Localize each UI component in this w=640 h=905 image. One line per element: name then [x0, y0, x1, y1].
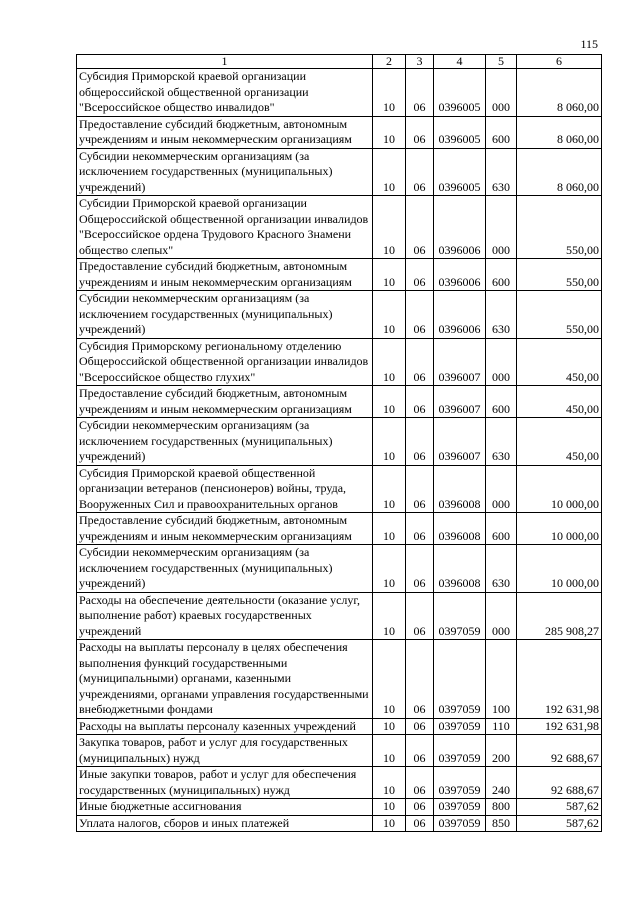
row-amount: 550,00 — [517, 259, 602, 291]
row-section: 10 — [373, 718, 406, 735]
row-name: Закупка товаров, работ и услуг для государственных (муниципальных) нужд — [77, 735, 373, 767]
row-amount: 450,00 — [517, 386, 602, 418]
row-subsection: 06 — [406, 418, 434, 466]
row-name: Расходы на выплаты персоналу в целях обеспечения выполнения функций государственными (муниципальными) органами, казенными учреждениями, органами управления государственными внебюджетными фондами — [77, 640, 373, 719]
column-header-target: 4 — [434, 55, 486, 69]
row-subsection: 06 — [406, 767, 434, 799]
row-section: 10 — [373, 545, 406, 593]
row-name: Субсидии некоммерческим организациям (за исключением государственных (муниципальных) учреждений) — [77, 545, 373, 593]
table-row — [77, 386, 602, 418]
row-target-code: 0396007 — [434, 386, 486, 418]
row-name: Субсидия Приморской краевой общественной организации ветеранов (пенсионеров) войны, труда, Вооруженных Сил и правоохранительных органов — [77, 465, 373, 513]
table-row — [77, 799, 602, 816]
row-expense-type: 200 — [486, 735, 517, 767]
row-name: Субсидии некоммерческим организациям (за исключением государственных (муниципальных) учреждений) — [77, 418, 373, 466]
row-expense-type: 630 — [486, 148, 517, 196]
row-name: Уплата налогов, сборов и иных платежей — [77, 815, 373, 832]
row-amount: 550,00 — [517, 291, 602, 339]
row-target-code: 0396006 — [434, 291, 486, 339]
table-row — [77, 338, 602, 386]
row-name: Субсидии Приморской краевой организации Общероссийской общественной организации инвалидов "Всероссийское ордена Трудового Красного Знамени общество слепых" — [77, 196, 373, 259]
row-target-code: 0396007 — [434, 338, 486, 386]
table-row — [77, 69, 602, 117]
row-amount: 10 000,00 — [517, 545, 602, 593]
row-amount: 550,00 — [517, 196, 602, 259]
row-amount: 8 060,00 — [517, 116, 602, 148]
row-target-code: 0396008 — [434, 545, 486, 593]
row-expense-type: 800 — [486, 799, 517, 816]
row-section: 10 — [373, 291, 406, 339]
row-name: Субсидии некоммерческим организациям (за исключением государственных (муниципальных) учреждений) — [77, 148, 373, 196]
row-expense-type: 600 — [486, 116, 517, 148]
row-target-code: 0396006 — [434, 196, 486, 259]
row-section: 10 — [373, 735, 406, 767]
row-expense-type: 600 — [486, 259, 517, 291]
table-row — [77, 545, 602, 593]
row-section: 10 — [373, 148, 406, 196]
row-subsection: 06 — [406, 196, 434, 259]
row-name: Предоставление субсидий бюджетным, автономным учреждениям и иным некоммерческим организациям — [77, 116, 373, 148]
row-amount: 92 688,67 — [517, 735, 602, 767]
row-target-code: 0396008 — [434, 513, 486, 545]
row-name: Субсидия Приморскому региональному отделению Общероссийской общественной организации инвалидов "Всероссийское общество глухих" — [77, 338, 373, 386]
column-header-type: 5 — [486, 55, 517, 69]
row-name: Субсидии некоммерческим организациям (за исключением государственных (муниципальных) учреждений) — [77, 291, 373, 339]
column-header-section: 2 — [373, 55, 406, 69]
row-target-code: 0397059 — [434, 718, 486, 735]
table-row — [77, 815, 602, 832]
row-target-code: 0397059 — [434, 592, 486, 640]
row-amount: 92 688,67 — [517, 767, 602, 799]
row-subsection: 06 — [406, 69, 434, 117]
table-row — [77, 291, 602, 339]
row-expense-type: 850 — [486, 815, 517, 832]
table-row — [77, 148, 602, 196]
table-row — [77, 418, 602, 466]
row-amount: 8 060,00 — [517, 69, 602, 117]
page-number: 115 — [580, 37, 598, 51]
row-name: Расходы на выплаты персоналу казенных учреждений — [77, 718, 373, 735]
row-target-code: 0396005 — [434, 69, 486, 117]
row-subsection: 06 — [406, 592, 434, 640]
row-subsection: 06 — [406, 815, 434, 832]
table-row — [77, 735, 602, 767]
row-section: 10 — [373, 513, 406, 545]
row-expense-type: 110 — [486, 718, 517, 735]
row-name: Предоставление субсидий бюджетным, автономным учреждениям и иным некоммерческим организациям — [77, 513, 373, 545]
table-row — [77, 196, 602, 259]
row-section: 10 — [373, 815, 406, 832]
row-name: Иные бюджетные ассигнования — [77, 799, 373, 816]
row-amount: 450,00 — [517, 338, 602, 386]
row-section: 10 — [373, 767, 406, 799]
row-subsection: 06 — [406, 735, 434, 767]
row-expense-type: 000 — [486, 465, 517, 513]
row-section: 10 — [373, 640, 406, 719]
row-expense-type: 240 — [486, 767, 517, 799]
row-amount: 192 631,98 — [517, 640, 602, 719]
row-section: 10 — [373, 69, 406, 117]
table-header-row — [77, 55, 602, 69]
row-name: Предоставление субсидий бюджетным, автономным учреждениям и иным некоммерческим организациям — [77, 386, 373, 418]
column-header-subsection: 3 — [406, 55, 434, 69]
row-subsection: 06 — [406, 116, 434, 148]
row-section: 10 — [373, 338, 406, 386]
row-subsection: 06 — [406, 259, 434, 291]
row-subsection: 06 — [406, 148, 434, 196]
row-amount: 285 908,27 — [517, 592, 602, 640]
row-expense-type: 000 — [486, 196, 517, 259]
row-expense-type: 630 — [486, 291, 517, 339]
row-amount: 10 000,00 — [517, 465, 602, 513]
row-subsection: 06 — [406, 338, 434, 386]
row-target-code: 0397059 — [434, 640, 486, 719]
row-name: Иные закупки товаров, работ и услуг для обеспечения государственных (муниципальных) нужд — [77, 767, 373, 799]
row-section: 10 — [373, 259, 406, 291]
row-amount: 450,00 — [517, 418, 602, 466]
row-target-code: 0396008 — [434, 465, 486, 513]
column-header-amount: 6 — [517, 55, 602, 69]
row-target-code: 0396006 — [434, 259, 486, 291]
row-expense-type: 630 — [486, 418, 517, 466]
row-expense-type: 630 — [486, 545, 517, 593]
row-section: 10 — [373, 465, 406, 513]
row-name: Расходы на обеспечение деятельности (оказание услуг, выполнение работ) краевых государственных учреждений — [77, 592, 373, 640]
row-target-code: 0396005 — [434, 148, 486, 196]
row-subsection: 06 — [406, 718, 434, 735]
row-subsection: 06 — [406, 386, 434, 418]
row-section: 10 — [373, 386, 406, 418]
row-expense-type: 000 — [486, 592, 517, 640]
table-row — [77, 513, 602, 545]
row-amount: 10 000,00 — [517, 513, 602, 545]
row-section: 10 — [373, 196, 406, 259]
row-target-code: 0397059 — [434, 735, 486, 767]
row-section: 10 — [373, 116, 406, 148]
row-expense-type: 600 — [486, 386, 517, 418]
row-subsection: 06 — [406, 465, 434, 513]
row-target-code: 0397059 — [434, 815, 486, 832]
row-expense-type: 000 — [486, 338, 517, 386]
row-subsection: 06 — [406, 640, 434, 719]
row-subsection: 06 — [406, 513, 434, 545]
row-target-code: 0396007 — [434, 418, 486, 466]
table-row — [77, 116, 602, 148]
row-expense-type: 600 — [486, 513, 517, 545]
row-subsection: 06 — [406, 291, 434, 339]
row-section: 10 — [373, 592, 406, 640]
row-expense-type: 100 — [486, 640, 517, 719]
row-expense-type: 000 — [486, 69, 517, 117]
row-subsection: 06 — [406, 799, 434, 816]
table-row — [77, 259, 602, 291]
table-row — [77, 465, 602, 513]
row-name: Субсидия Приморской краевой организации общероссийской общественной организации "Всероссийское общество инвалидов" — [77, 69, 373, 117]
row-section: 10 — [373, 799, 406, 816]
row-name: Предоставление субсидий бюджетным, автономным учреждениям и иным некоммерческим организациям — [77, 259, 373, 291]
row-amount: 587,62 — [517, 815, 602, 832]
table-row — [77, 592, 602, 640]
row-section: 10 — [373, 418, 406, 466]
budget-table — [76, 54, 602, 832]
row-subsection: 06 — [406, 545, 434, 593]
table-row — [77, 767, 602, 799]
row-target-code: 0397059 — [434, 799, 486, 816]
table-row — [77, 718, 602, 735]
column-header-name: 1 — [77, 55, 373, 69]
row-amount: 8 060,00 — [517, 148, 602, 196]
table-row — [77, 640, 602, 719]
row-target-code: 0397059 — [434, 767, 486, 799]
row-amount: 192 631,98 — [517, 718, 602, 735]
row-amount: 587,62 — [517, 799, 602, 816]
row-target-code: 0396005 — [434, 116, 486, 148]
